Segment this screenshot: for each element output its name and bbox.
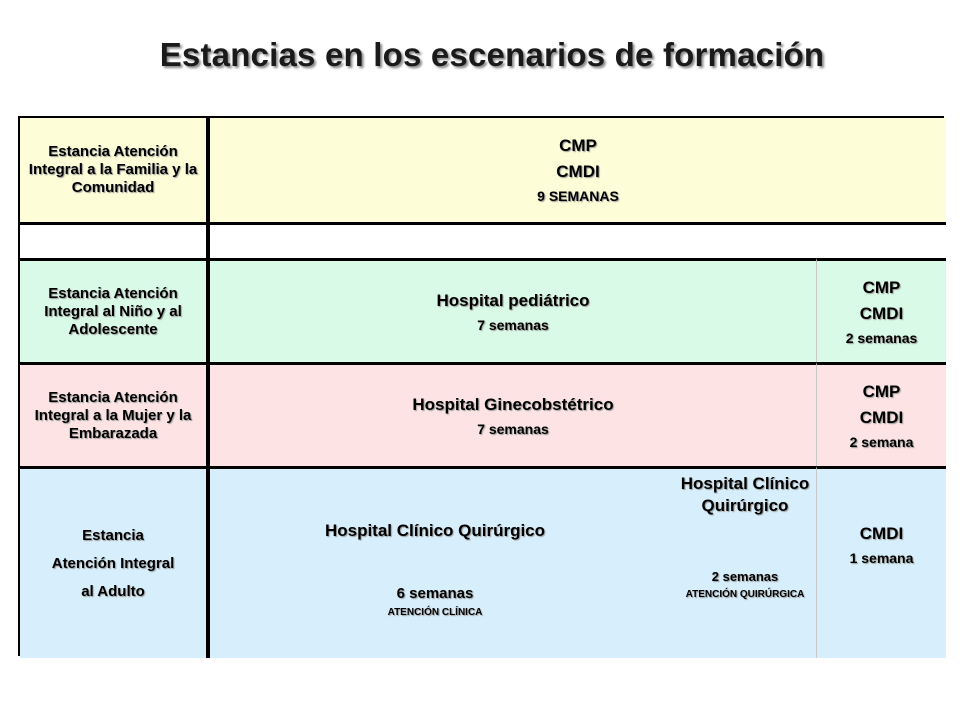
spacer-left [20, 222, 206, 258]
mujer-side-weeks: 2 semana [849, 433, 914, 450]
nino-cmp: CMP [862, 277, 901, 297]
adulto-label-2: Atención Integral [51, 554, 175, 572]
nino-hospital: Hospital pediátrico [436, 290, 590, 310]
adulto-hospital-clinica: Hospital Clínico Quirúrgico [324, 521, 546, 540]
cell-nino-hospital [206, 258, 816, 362]
cell-familia-places [206, 118, 946, 222]
rotation-table [18, 116, 944, 656]
adulto-quirurgica-block [670, 469, 820, 658]
nino-hospital-weeks: 7 semanas [477, 316, 549, 333]
mujer-hospital: Hospital Ginecobstétrico [412, 394, 614, 414]
label-familia: Estancia Atención Integral a la Familia y la Comunidad [20, 118, 206, 222]
adulto-clinica-note: ATENCIÓN CLÍNICA [387, 607, 483, 618]
mujer-hospital-weeks: 7 semanas [477, 420, 549, 437]
adulto-quirurgica-note: ATENCIÓN QUIRÚRGICA [685, 589, 805, 600]
adulto-quirurgica-weeks: 2 semanas [711, 569, 779, 584]
cell-adulto-side [816, 466, 946, 658]
adulto-side-weeks: 1 semana [849, 550, 914, 566]
cell-adulto-hospital [206, 466, 816, 658]
familia-cmp: CMP [559, 136, 597, 155]
spacer-right [206, 222, 946, 258]
familia-cmdi: CMDI [556, 162, 600, 181]
label-adulto [20, 466, 206, 658]
adulto-cmdi: CMDI [859, 524, 904, 543]
nino-cmdi: CMDI [859, 303, 904, 323]
mujer-cmp: CMP [862, 381, 901, 401]
adulto-clinica-block [210, 469, 660, 658]
adulto-hospital-quirurgica: Hospital Clínico Quirúrgico [680, 474, 810, 515]
page-title: Estancias en los escenarios de formación [159, 36, 825, 73]
label-nino: Estancia Atención Integral al Niño y al Adolescente [20, 258, 206, 362]
adulto-label-3: al Adulto [81, 582, 145, 600]
nino-side-weeks: 2 semanas [845, 329, 918, 346]
familia-weeks: 9 SEMANAS [537, 188, 619, 204]
mujer-cmdi: CMDI [859, 407, 904, 427]
cell-mujer-side [816, 362, 946, 466]
label-mujer: Estancia Atención Integral a la Mujer y la Embarazada [20, 362, 206, 466]
adulto-label-1: Estancia [82, 526, 144, 544]
cell-mujer-hospital [206, 362, 816, 466]
cell-nino-side [816, 258, 946, 362]
adulto-clinica-weeks: 6 semanas [396, 585, 474, 602]
